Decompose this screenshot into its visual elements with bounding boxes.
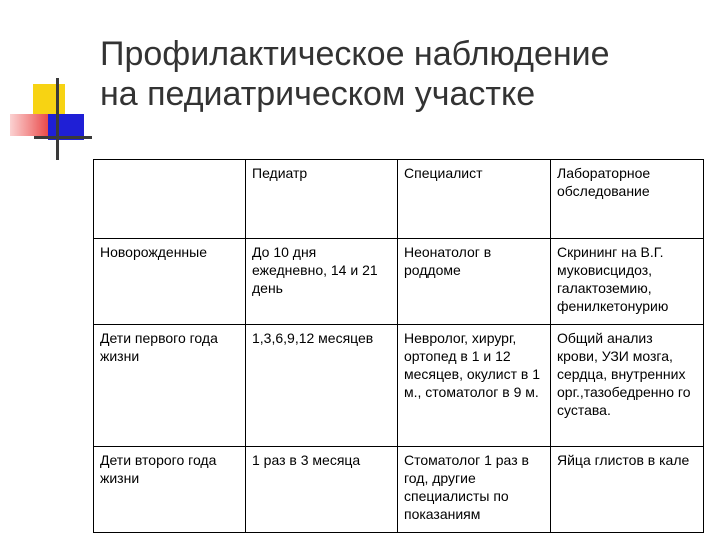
table-cell: 1,3,6,9,12 месяцев	[246, 325, 398, 447]
table-cell: Невролог, хирург, ортопед в 1 и 12 месяцев, окулист в 1 м., стоматолог в 9 м.	[398, 325, 551, 447]
table-cell: Скрининг на В.Г. муковисцидоз, галактоземию, фенилкетонурию	[551, 239, 704, 325]
title-line-1: Профилактическое наблюдение	[100, 35, 610, 73]
title-line-2: на педиатрическом участке	[100, 75, 536, 113]
slide-title	[100, 34, 710, 114]
table-cell: Неонатолог в роддоме	[398, 239, 551, 325]
table-cell: Общий анализ крови, УЗИ мозга, сердца, внутренних орг.,тазобедренно го сустава.	[551, 325, 704, 447]
table-cell: До 10 дня ежедневно, 14 и 21 день	[246, 239, 398, 325]
table-header-row	[94, 160, 704, 239]
table-cell: Яйца глистов в кале	[551, 447, 704, 533]
table-row	[94, 239, 704, 325]
table-row	[94, 447, 704, 533]
observation-table	[93, 159, 704, 533]
table-cell: 1 раз в 3 месяца	[246, 447, 398, 533]
table-cell: Стоматолог 1 раз в год, другие специалисты по показаниям	[398, 447, 551, 533]
table-row	[94, 325, 704, 447]
horizontal-line	[34, 136, 92, 139]
header-cell-empty	[94, 160, 246, 239]
row-label: Дети первого года жизни	[94, 325, 246, 447]
row-label: Новорожденные	[94, 239, 246, 325]
header-cell-specialist: Специалист	[398, 160, 551, 239]
vertical-line	[56, 78, 59, 160]
row-label: Дети второго года жизни	[94, 447, 246, 533]
yellow-square	[33, 84, 65, 116]
decorative-emblem	[0, 0, 100, 170]
header-cell-pediatrician: Педиатр	[246, 160, 398, 239]
red-square	[10, 114, 48, 136]
header-cell-lab: Лабораторное обследование	[551, 160, 704, 239]
